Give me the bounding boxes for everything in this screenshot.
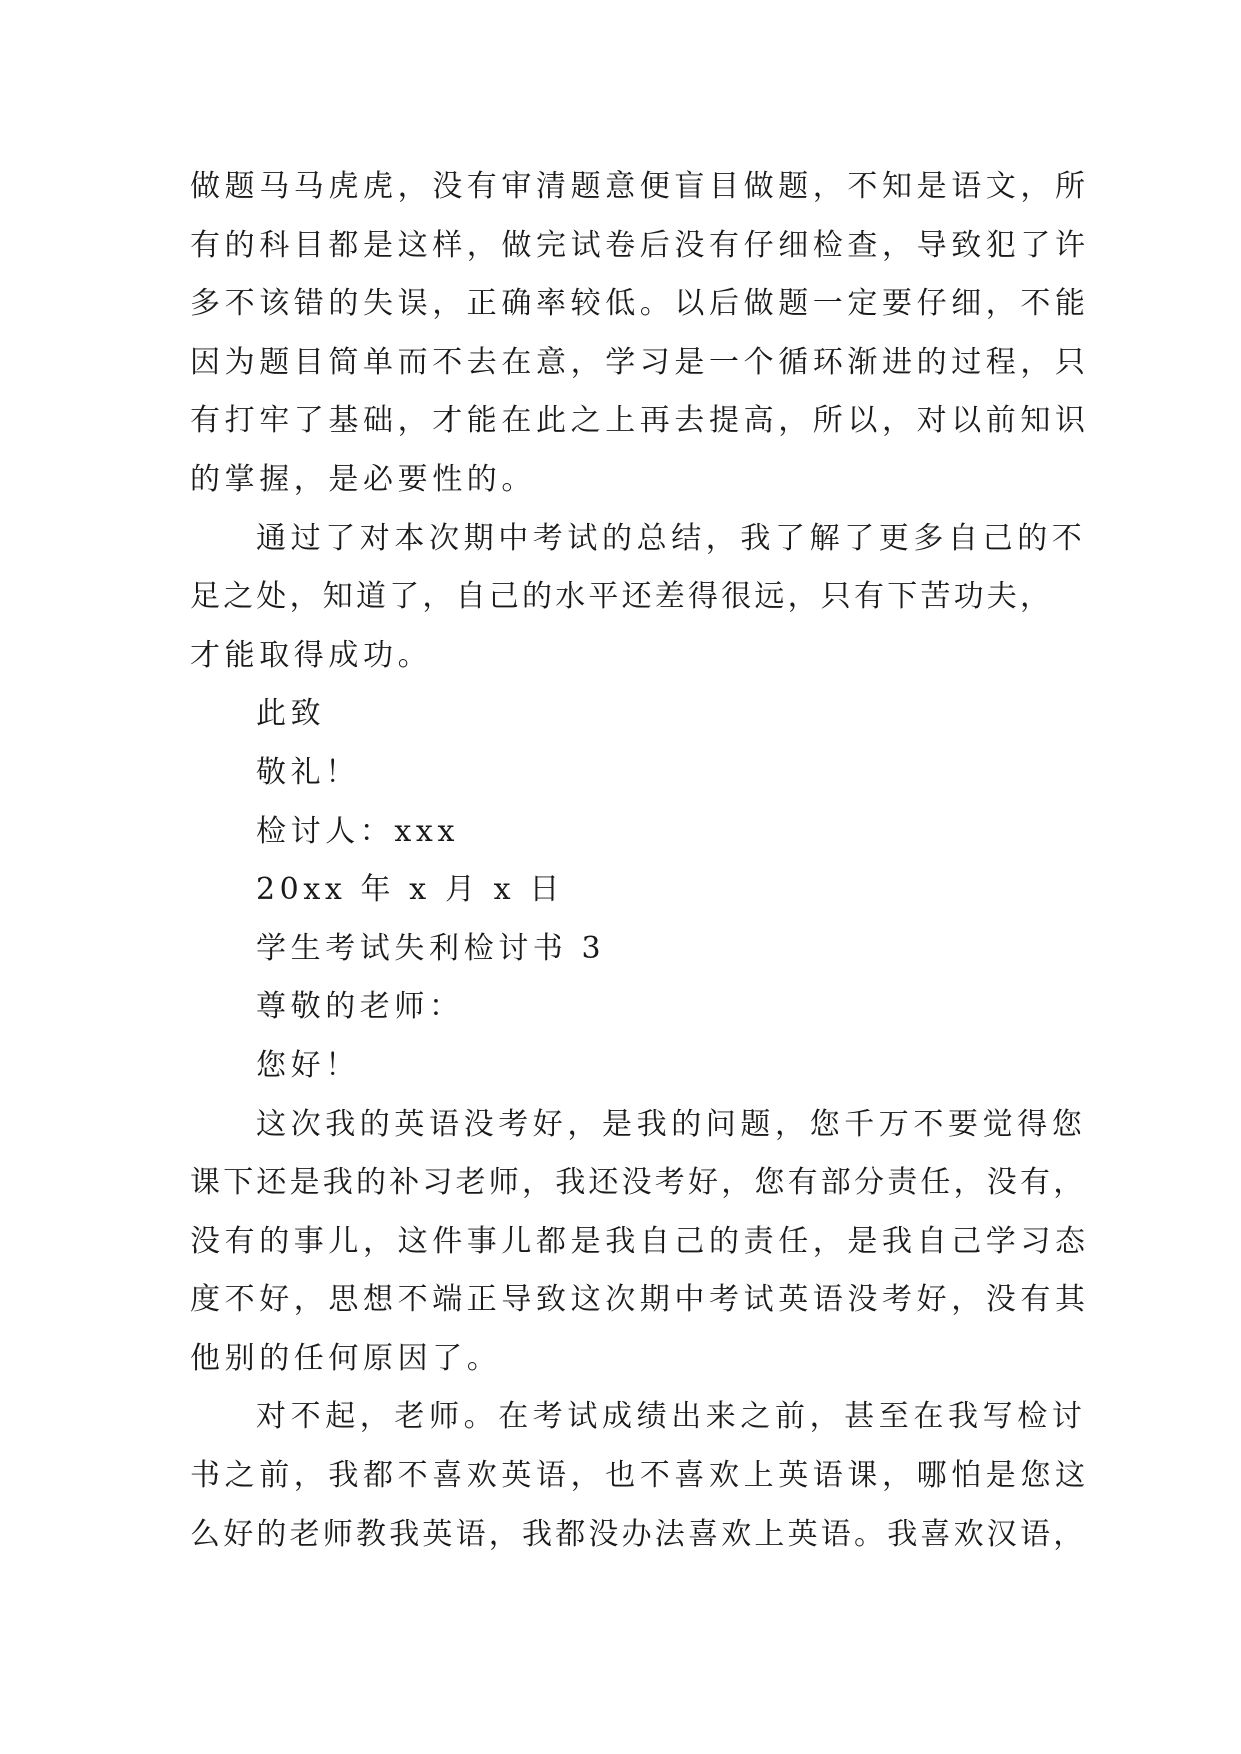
text-line: 多不该错的失误，正确率较低。以后做题一定要仔细，不能	[190, 286, 1090, 322]
text-line: 有的科目都是这样，做完试卷后没有仔细检查，导致犯了许	[190, 227, 1090, 263]
text-line: 因为题目简单而不去在意，学习是一个循环渐进的过程，只	[190, 344, 1090, 380]
text-line: 有打牢了基础，才能在此之上再去提高，所以，对以前知识	[190, 403, 1090, 439]
paragraph-start-line: 通过了对本次期中考试的总结，我了解了更多自己的不	[256, 520, 1087, 556]
signature-line: 检讨人：xxx	[256, 813, 459, 849]
text-line: 度不好，思想不端正导致这次期中考试英语没考好，没有其	[190, 1282, 1090, 1318]
text-line: 课下还是我的补习老师，我还没考好，您有部分责任，没有，	[190, 1165, 1087, 1201]
paragraph-start-line: 对不起，老师。在考试成绩出来之前，甚至在我写检讨	[256, 1399, 1087, 1435]
document-body	[190, 158, 1090, 1564]
closing-salutation: 此致	[256, 696, 326, 732]
text-line: 才能取得成功。	[190, 637, 433, 673]
text-line: 没有的事儿，这件事儿都是我自己的责任，是我自己学习态	[190, 1223, 1090, 1259]
text-line: 他别的任何原因了。	[190, 1340, 502, 1376]
text-line: 的掌握，是必要性的。	[190, 461, 536, 497]
section-title: 学生考试失利检讨书 3	[256, 930, 606, 966]
date-line: 20xx 年 x 月 x 日	[256, 872, 564, 908]
closing-regards: 敬礼！	[256, 754, 360, 790]
text-line: 么好的老师教我英语，我都没办法喜欢上英语。我喜欢汉语，	[190, 1516, 1087, 1552]
greeting: 您好！	[256, 1047, 360, 1083]
text-line: 书之前，我都不喜欢英语，也不喜欢上英语课，哪怕是您这	[190, 1458, 1090, 1494]
paragraph-start-line: 这次我的英语没考好，是我的问题，您千万不要觉得您	[256, 1106, 1087, 1142]
text-line: 足之处，知道了，自己的水平还差得很远，只有下苦功夫，	[190, 579, 1054, 615]
text-line: 做题马马虎虎，没有审清题意便盲目做题，不知是语文，所	[190, 169, 1090, 204]
greeting-addressee: 尊敬的老师：	[256, 989, 464, 1025]
